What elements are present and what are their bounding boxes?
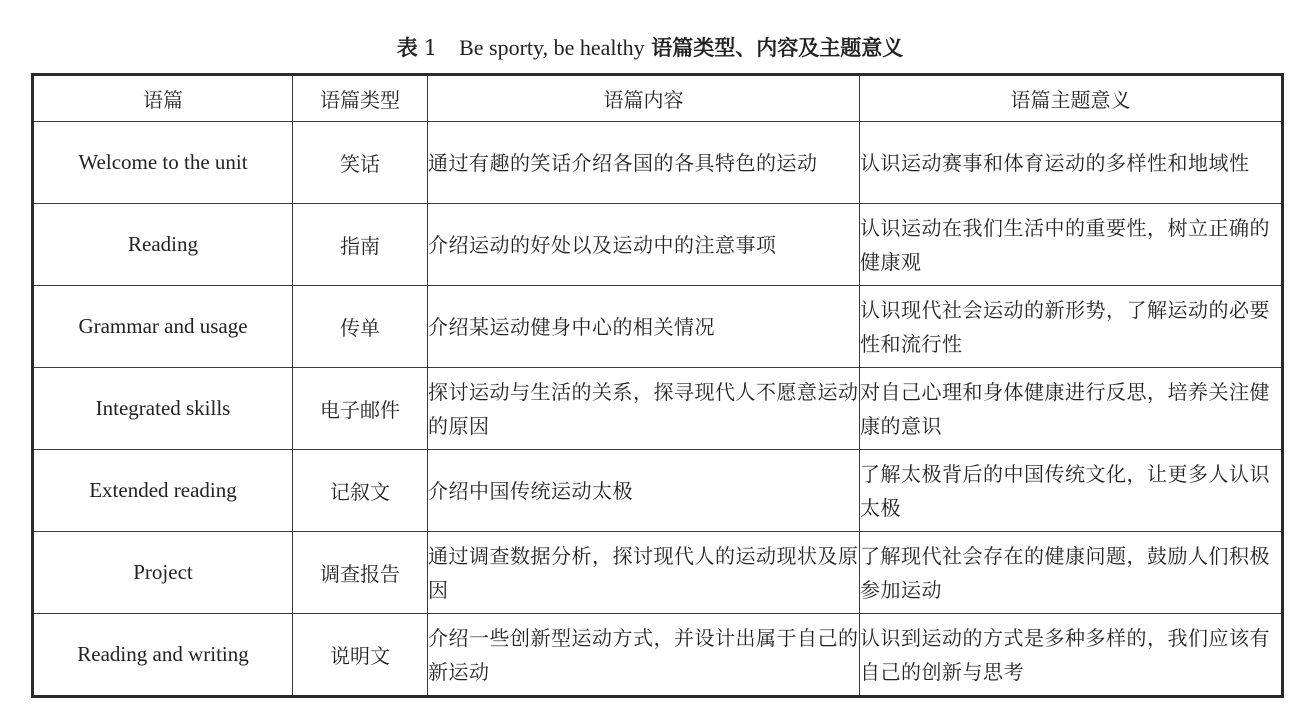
theme-cell: 认识运动在我们生活中的重要性，树立正确的健康观 [860, 204, 1283, 286]
content-cell: 介绍一些创新型运动方式，并设计出属于自己的新运动 [428, 614, 860, 697]
type-cell: 记叙文 [293, 450, 428, 532]
theme-cell: 对自己心理和身体健康进行反思，培养关注健康的意识 [860, 368, 1283, 450]
theme-cell: 了解现代社会存在的健康问题，鼓励人们积极参加运动 [860, 532, 1283, 614]
table-row [33, 450, 1283, 532]
header-row [33, 75, 1283, 122]
type-cell: 说明文 [293, 614, 428, 697]
passage-cell: Grammar and usage [33, 286, 293, 368]
content-cell: 介绍某运动健身中心的相关情况 [428, 286, 860, 368]
content-cell: 介绍中国传统运动太极 [428, 450, 860, 532]
content-cell: 介绍运动的好处以及运动中的注意事项 [428, 204, 860, 286]
caption-label: 表 [396, 36, 418, 60]
passage-cell: Welcome to the unit [33, 122, 293, 204]
theme-cell: 了解太极背后的中国传统文化，让更多人认识太极 [860, 450, 1283, 532]
content-cell: 通过有趣的笑话介绍各国的各具特色的运动 [428, 122, 860, 204]
type-cell: 调查报告 [293, 532, 428, 614]
table-row [33, 532, 1283, 614]
table-row [33, 286, 1283, 368]
type-cell: 电子邮件 [293, 368, 428, 450]
table-row [33, 204, 1283, 286]
header-passage: 语篇 [33, 75, 293, 122]
passage-cell: Integrated skills [33, 368, 293, 450]
passage-cell: Extended reading [33, 450, 293, 532]
content-cell: 探讨运动与生活的关系，探寻现代人不愿意运动的原因 [428, 368, 860, 450]
type-cell: 传单 [293, 286, 428, 368]
header-content: 语篇内容 [428, 75, 860, 122]
caption-number: 1 [423, 36, 438, 60]
type-cell: 指南 [293, 204, 428, 286]
theme-cell: 认识运动赛事和体育运动的多样性和地域性 [860, 122, 1283, 204]
header-type: 语篇类型 [293, 75, 428, 122]
table-row [33, 122, 1283, 204]
theme-cell: 认识到运动的方式是多种多样的，我们应该有自己的创新与思考 [860, 614, 1283, 697]
passage-table [31, 73, 1284, 698]
table-caption [0, 30, 1300, 66]
table-row [33, 614, 1283, 697]
passage-cell: Reading [33, 204, 293, 286]
table-row [33, 368, 1283, 450]
type-cell: 笑话 [293, 122, 428, 204]
passage-cell: Reading and writing [33, 614, 293, 697]
passage-cell: Project [33, 532, 293, 614]
theme-cell: 认识现代社会运动的新形势，了解运动的必要性和流行性 [860, 286, 1283, 368]
header-theme: 语篇主题意义 [860, 75, 1283, 122]
caption-title-zh: 语篇类型、内容及主题意义 [651, 36, 904, 60]
content-cell: 通过调查数据分析，探讨现代人的运动现状及原因 [428, 532, 860, 614]
caption-title-en: Be sporty, be healthy [459, 35, 645, 60]
